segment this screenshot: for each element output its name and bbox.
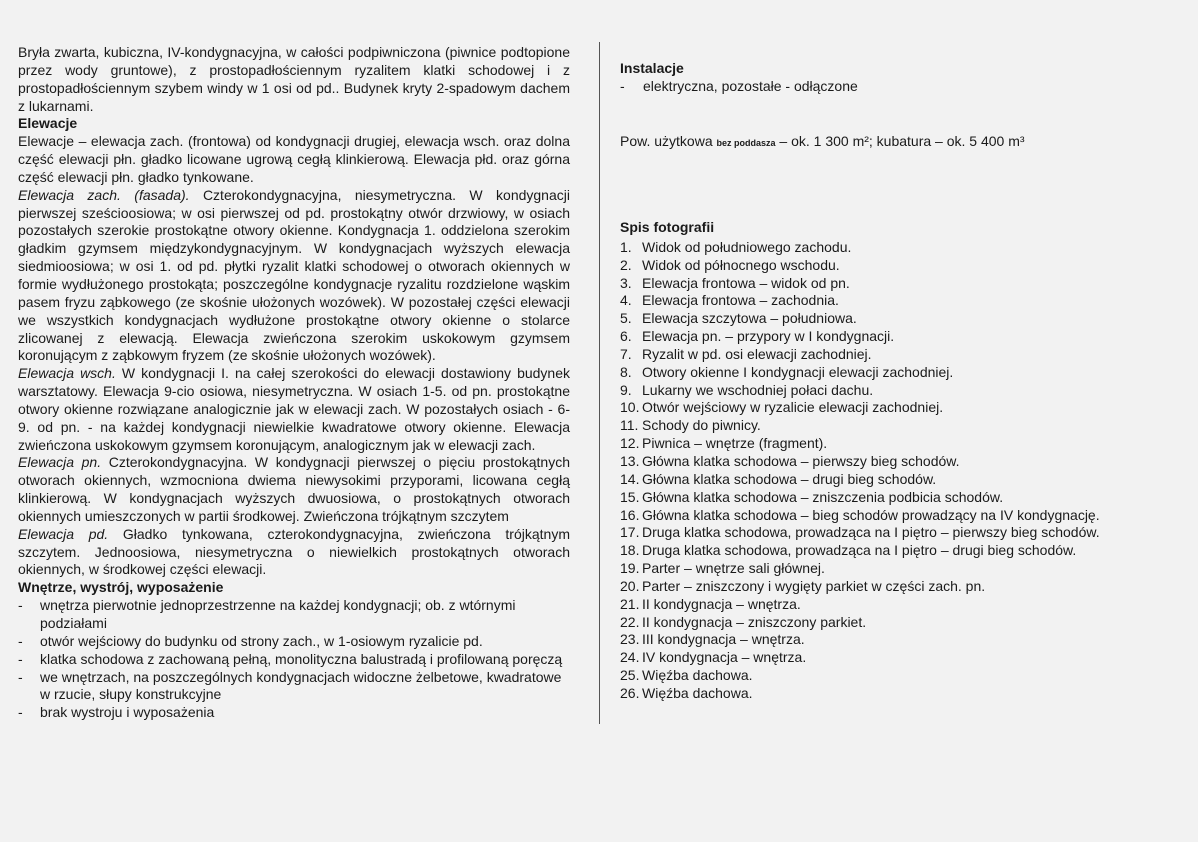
list-item-text: Elewacja szczytowa – południowa. — [642, 310, 857, 327]
list-item-text: Otwór wejściowy w ryzalicie elewacji zachodniej. — [642, 399, 944, 416]
list-item-number: 7. — [620, 345, 632, 362]
list-item — [18, 633, 570, 651]
list-item-number: 22. — [620, 613, 640, 630]
list-item — [620, 417, 1190, 435]
list-item-number: 23. — [620, 631, 640, 648]
list-item-text: Widok od południowego zachodu. — [642, 238, 852, 255]
list-item-text: Lukarny we wschodniej połaci dachu. — [642, 381, 874, 398]
list-item — [620, 346, 1190, 364]
list-item — [620, 667, 1190, 685]
list-item-text: brak wystroju i wyposażenia — [40, 704, 215, 721]
list-item — [620, 364, 1190, 382]
list-item-text: Główna klatka schodowa – bieg schodów prowadzący na IV kondygnację. — [642, 506, 1100, 523]
elewacja-wsch-paragraph — [18, 365, 570, 454]
elewacja-pn-text: Czterokondygnacyjna. W kondygnacji pierwszej o pięciu prostokątnych otworach okiennych, wzmocniona dwiema niewysokimi przyporami, licowana cegłą klinkierową. W kondygnacjach wyższych dwuosiowa, o prostokątnych otworach okiennych umieszczonych w partii środkowej. Zwieńczona trójkątnym szczytem — [18, 454, 570, 524]
wnetrze-heading: Wnętrze, wystrój, wyposażenie — [18, 579, 224, 596]
instalacje-item — [620, 78, 1180, 96]
spis-fotografii-section — [620, 219, 1190, 703]
list-item — [620, 292, 1190, 310]
list-item — [620, 310, 1190, 328]
list-item — [620, 275, 1190, 293]
list-item — [18, 704, 570, 722]
list-item-text: Ryzalit w pd. osi elewacji zachodniej. — [642, 345, 872, 362]
list-item-number: 14. — [620, 470, 640, 487]
list-item-text: Elewacja frontowa – widok od pn. — [642, 274, 850, 291]
instalacje-section — [620, 60, 1180, 96]
list-item-number: 5. — [620, 310, 632, 327]
list-item — [620, 596, 1190, 614]
list-item-text: Elewacja frontowa – zachodnia. — [642, 292, 839, 309]
elewacja-zach-text: Czterokondygnacyjna, niesymetryczna. W kondygnacji pierwszej sześcioosiowa; w osi pierwszej od pd. prostokątny otwór drzwiowy, w osiach pozostałych szerokie prostokątne otwory okienne. Kondygnacja 1. oddzielona szerokim gładkim gzymsem międzykondygnacyjnym. W kondygnacjach wyższych elewacja siedmioosiowa; w osi 1. od pd. płytki ryzalit klatki schodowej o otworach okiennych w formie wydłużonego prostokąta; poszczególne kondygnacje ryzalitu rozdzielone wąskim pasem fryzu ząbkowego (ze skośnie ułożonych wozówek). W pozostałej części elewacji we wszystkich kondygnacjach wydłużone prostokątne otwory okienne o stolarce zlicowanej z elewacją. Elewacja zwieńczona szerokim uskokowym gzymsem koronującym z ząbkowym fryzem (ze skośnie ułożonych wozówek). — [18, 186, 570, 364]
intro-paragraph: Bryła zwarta, kubiczna, IV-kondygnacyjna, w całości podpiwniczona (piwnice podtopione przez wody gruntowe), z prostopadłościennym ryzalitem klatki schodowej i z prostopadłościennym szybem windy w 1 osi od pd.. Budynek kryty 2-spadowym dachem z lukarnami. — [18, 44, 570, 114]
spis-list — [620, 239, 1190, 703]
list-item-text: Główna klatka schodowa – pierwszy bieg schodów. — [642, 452, 960, 469]
elewacja-zach-paragraph — [18, 187, 570, 365]
elewacja-zach-label: Elewacja zach. (fasada). — [18, 186, 190, 203]
list-item-text: we wnętrzach, na poszczególnych kondygnacjach widoczne żelbetowe, kwadratowe w rzucie, słupy konstrukcyjne — [40, 668, 562, 703]
list-item — [620, 453, 1190, 471]
list-item-number: 19. — [620, 560, 640, 577]
pow-prefix: Pow. użytkowa — [620, 133, 717, 149]
list-item-text: Druga klatka schodowa, prowadząca na I piętro – pierwszy bieg schodów. — [642, 524, 1100, 541]
elewacja-pd-paragraph — [18, 526, 570, 580]
list-item-number: 16. — [620, 506, 640, 523]
list-item-text: II kondygnacja – zniszczony parkiet. — [642, 613, 867, 630]
list-item-text: Otwory okienne I kondygnacji elewacji zachodniej. — [642, 363, 954, 380]
list-item-text: Elewacja pn. – przypory w I kondygnacji. — [642, 328, 895, 345]
bullet-dash: - — [18, 632, 23, 649]
list-item — [620, 257, 1190, 275]
list-item-text: Więźba dachowa. — [642, 667, 753, 684]
list-item-text: wnętrza pierwotnie jednoprzestrzenne na każdej kondygnacji; ob. z wtórnymi podziałami — [40, 597, 516, 631]
elewacja-wsch-label: Elewacja wsch. — [18, 365, 116, 382]
list-item — [620, 524, 1190, 542]
list-item-number: 1. — [620, 238, 632, 255]
list-item — [620, 685, 1190, 703]
list-item-number: 24. — [620, 649, 640, 666]
list-item-number: 12. — [620, 435, 640, 452]
list-item-text: IV kondygnacja – wnętrza. — [642, 649, 807, 666]
list-item — [620, 507, 1190, 525]
instalacje-item-text: elektryczna, pozostałe - odłączone — [643, 77, 858, 94]
column-divider — [599, 42, 600, 724]
list-item-number: 25. — [620, 667, 640, 684]
list-item — [620, 649, 1190, 667]
pow-suffix: – ok. 1 300 m²; kubatura – ok. 5 400 m³ — [775, 133, 1025, 149]
bullet-dash: - — [18, 704, 23, 721]
list-item-number: 15. — [620, 488, 640, 505]
list-item-text: Główna klatka schodowa – zniszczenia podbicia schodów. — [642, 488, 1004, 505]
list-item-text: Główna klatka schodowa – drugi bieg schodów. — [642, 470, 937, 487]
list-item-number: 26. — [620, 684, 640, 701]
elewacja-wsch-text: W kondygnacji I. na całej szerokości do elewacji dostawiony budynek warsztatowy. Elewacja 9-cio osiowa, niesymetryczna. W osiach 1-5. od pn. prostokątne otwory okienne rozwiązane analogicznie jak w elewacji zach. W pozostałych osiach - 6-9. od pn. - na każdej kondygnacji niewielkie kwadratowe otwory okienne. Elewacja zwieńczona uskokowym gzymsem koronującym, analogicznym jak w elewacji zach. — [18, 365, 571, 453]
list-item-number: 6. — [620, 328, 632, 345]
list-item-text: Piwnica – wnętrze (fragment). — [642, 435, 828, 452]
list-item-number: 13. — [620, 452, 640, 469]
left-column — [18, 44, 570, 722]
list-item-text: Widok od północnego wschodu. — [642, 256, 840, 273]
instalacje-heading: Instalacje — [620, 60, 684, 76]
list-item-number: 9. — [620, 381, 632, 398]
list-item-number: 18. — [620, 542, 640, 559]
elewacja-pd-text: Gładko tynkowana, czterokondygnacyjna, zwieńczona trójkątnym szczytem. Jednoosiowa, niesymetryczna o niewielkich prostokątnych otworach okiennych, w środkowej części elewacji. — [18, 525, 570, 578]
list-item-number: 21. — [620, 595, 640, 612]
list-item — [18, 597, 570, 633]
list-item-number: 3. — [620, 274, 632, 291]
list-item — [620, 578, 1190, 596]
list-item-text: klatka schodowa z zachowaną pełną, monolityczna balustradą i profilowaną poręczą — [40, 650, 563, 667]
list-item-number: 11. — [620, 417, 639, 434]
list-item-text: Parter – wnętrze sali głównej. — [642, 560, 825, 577]
list-item-text: otwór wejściowy do budynku od strony zach., w 1-osiowym ryzalicie pd. — [40, 632, 483, 649]
list-item — [620, 435, 1190, 453]
list-item-text: III kondygnacja – wnętrza. — [642, 631, 805, 648]
list-item — [620, 471, 1190, 489]
list-item-text: Więźba dachowa. — [642, 684, 753, 701]
list-item — [620, 542, 1190, 560]
list-item-text: II kondygnacja – wnętrza. — [642, 595, 801, 612]
bullet-dash: - — [18, 597, 23, 614]
spis-heading: Spis fotografii — [620, 219, 715, 235]
elewacja-pd-label: Elewacja pd. — [18, 525, 109, 542]
list-item — [18, 651, 570, 669]
list-item — [620, 399, 1190, 417]
list-item — [620, 631, 1190, 649]
list-item — [620, 489, 1190, 507]
list-item — [620, 239, 1190, 257]
list-item-number: 10. — [620, 399, 640, 416]
list-item — [18, 669, 570, 705]
elewacja-pn-paragraph — [18, 454, 570, 525]
elewacje-paragraph: Elewacje – elewacja zach. (frontowa) od kondygnacji drugiej, elewacja wsch. oraz dolna część elewacji płn. gładko licowane ugrową cegłą klinkierową. Elewacja płd. oraz górna część elewacji płn. gładko tynkowane. — [18, 133, 570, 185]
list-item-number: 8. — [620, 363, 632, 380]
list-item-number: 2. — [620, 256, 632, 273]
list-item — [620, 614, 1190, 632]
list-item-text: Schody do piwnicy. — [642, 417, 761, 434]
list-item — [620, 382, 1190, 400]
list-item-text: Parter – zniszczony i wygięty parkiet w części zach. pn. — [642, 577, 986, 594]
list-item-number: 4. — [620, 292, 632, 309]
list-item-number: 17. — [620, 524, 640, 541]
list-item — [620, 560, 1190, 578]
wnetrze-list — [18, 597, 570, 722]
bullet-dash: - — [620, 77, 625, 94]
list-item — [620, 328, 1190, 346]
elewacje-heading: Elewacje — [18, 115, 78, 132]
bullet-dash: - — [18, 650, 23, 667]
elewacja-pn-label: Elewacja pn. — [18, 454, 102, 471]
pow-small-note: bez poddasza — [716, 138, 776, 148]
powierzchnia-line — [620, 133, 1180, 153]
bullet-dash: - — [18, 668, 23, 685]
list-item-number: 20. — [620, 577, 640, 594]
list-item-text: Druga klatka schodowa, prowadząca na I piętro – drugi bieg schodów. — [642, 542, 1077, 559]
